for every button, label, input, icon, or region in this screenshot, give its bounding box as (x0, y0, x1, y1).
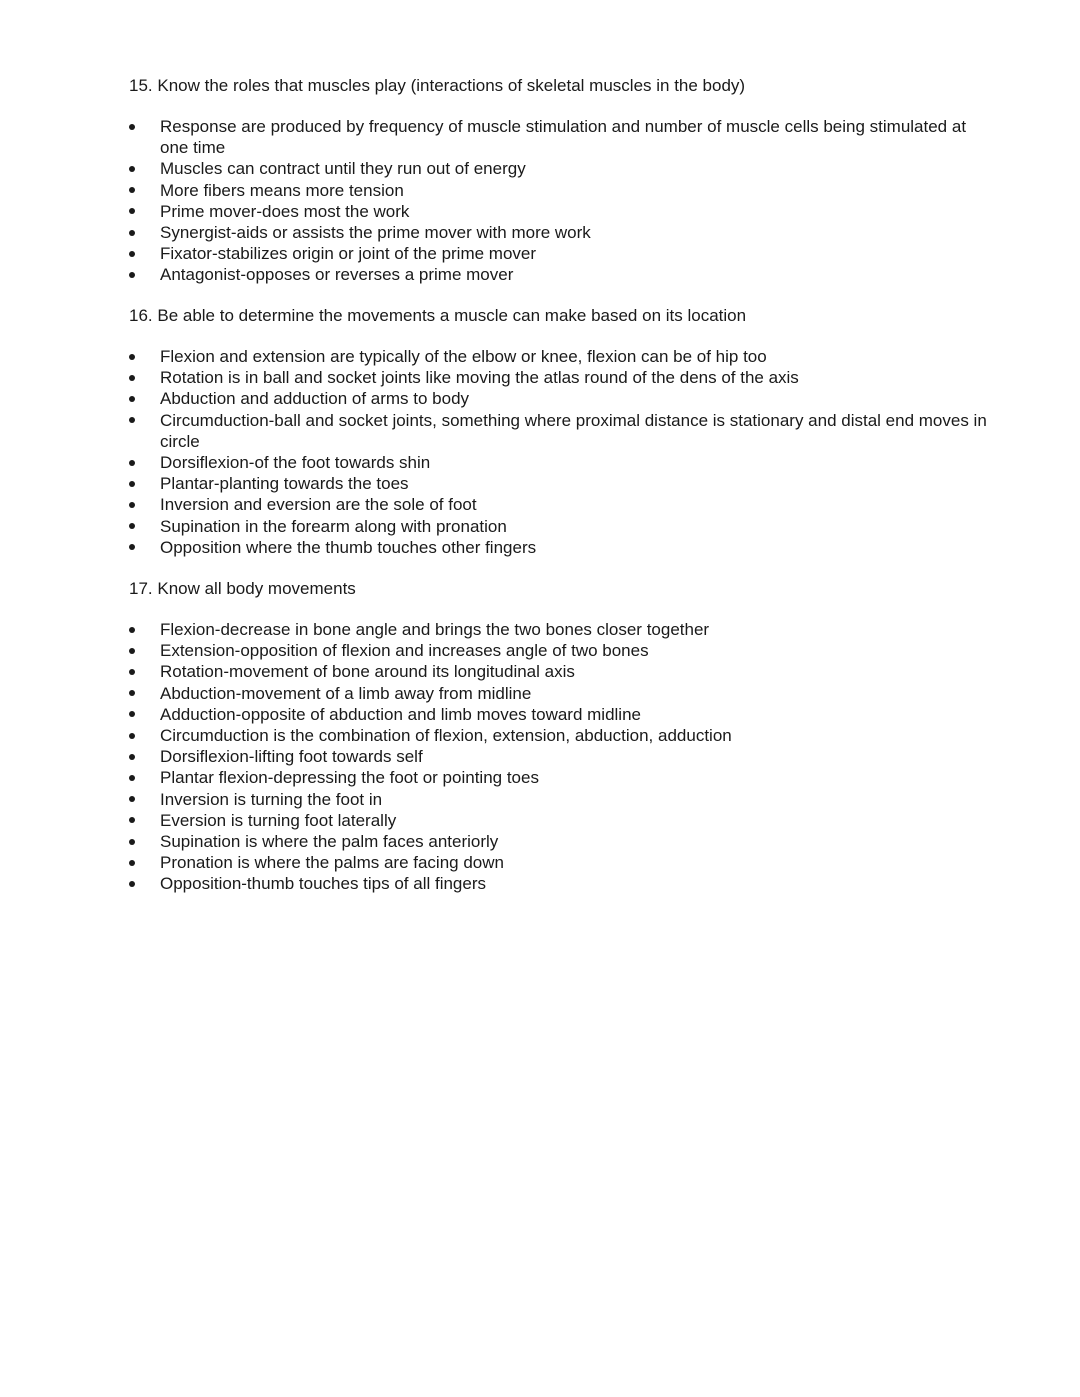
bullet-icon (129, 690, 135, 696)
list-item (129, 831, 999, 852)
bullet-icon (129, 523, 135, 529)
bullet-icon (129, 354, 135, 360)
bullet-icon (129, 881, 135, 887)
section-17 (129, 578, 999, 894)
list-item-text: Eversion is turning foot laterally (160, 810, 397, 830)
list-item-text: More fibers means more tension (160, 180, 404, 200)
list-item-text: Response are produced by frequency of muscle stimulation and number of muscle cells being stimulated at one time (160, 117, 967, 158)
bullet-icon (129, 796, 135, 802)
list-item (129, 683, 999, 704)
list-item-text: Plantar-planting towards the toes (160, 474, 409, 494)
list-item (129, 243, 999, 264)
list-item (129, 704, 999, 725)
section-16 (129, 305, 999, 557)
bullet-icon (129, 375, 135, 381)
bullet-icon (129, 544, 135, 550)
list-item (129, 640, 999, 661)
list-item (129, 725, 999, 746)
list-item (129, 222, 999, 243)
list-item-text: Opposition-thumb touches tips of all fingers (160, 874, 487, 894)
bullet-icon (129, 775, 135, 781)
list-item (129, 810, 999, 831)
list-item (129, 873, 999, 894)
list-item (129, 473, 999, 494)
list-item-text: Inversion and eversion are the sole of foot (160, 495, 477, 515)
list-item-text: Antagonist-opposes or reverses a prime mover (160, 265, 514, 285)
list-item-text: Rotation is in ball and socket joints like moving the atlas round of the dens of the axis (160, 368, 799, 388)
bullet-list (129, 619, 999, 895)
bullet-icon (129, 208, 135, 214)
bullet-icon (129, 230, 135, 236)
bullet-icon (129, 187, 135, 193)
list-item-text: Circumduction is the combination of flexion, extension, abduction, adduction (160, 726, 732, 746)
list-item-text: Supination in the forearm along with pronation (160, 516, 507, 536)
list-item (129, 116, 999, 158)
list-item-text: Abduction and adduction of arms to body (160, 389, 470, 409)
list-item (129, 180, 999, 201)
list-item-text: Muscles can contract until they run out of energy (160, 159, 526, 179)
list-item-text: Flexion and extension are typically of the elbow or knee, flexion can be of hip too (160, 347, 767, 366)
list-item-text: Flexion-decrease in bone angle and brings the two bones closer together (160, 620, 710, 639)
section-15 (129, 75, 999, 285)
list-item (129, 346, 999, 367)
list-item (129, 537, 999, 558)
section-heading: 17. Know all body movements (129, 579, 356, 598)
list-item-text: Prime mover-does most the work (160, 201, 410, 221)
list-item-text: Plantar flexion-depressing the foot or pointing toes (160, 768, 539, 788)
list-item-text: Dorsiflexion-of the foot towards shin (160, 453, 431, 473)
list-item (129, 158, 999, 179)
bullet-icon (129, 417, 135, 423)
bullet-icon (129, 839, 135, 845)
list-item (129, 388, 999, 409)
bullet-icon (129, 251, 135, 257)
list-item (129, 746, 999, 767)
list-item (129, 767, 999, 788)
bullet-icon (129, 166, 135, 172)
list-item (129, 201, 999, 222)
list-item-text: Synergist-aids or assists the prime mover with more work (160, 223, 591, 243)
list-item-text: Adduction-opposite of abduction and limb moves toward midline (160, 704, 641, 724)
list-item-text: Dorsiflexion-lifting foot towards self (160, 747, 423, 767)
list-item (129, 264, 999, 285)
bullet-icon (129, 754, 135, 760)
list-item (129, 852, 999, 873)
bullet-icon (129, 481, 135, 487)
bullet-list (129, 346, 999, 558)
list-item (129, 452, 999, 473)
list-item-text: Opposition where the thumb touches other fingers (160, 537, 537, 557)
list-item (129, 367, 999, 388)
list-item-text: Pronation is where the palms are facing down (160, 853, 504, 873)
list-item-text: Abduction-movement of a limb away from midline (160, 683, 532, 703)
bullet-icon (129, 817, 135, 823)
bullet-icon (129, 627, 135, 633)
bullet-icon (129, 272, 135, 278)
list-item (129, 410, 999, 452)
bullet-icon (129, 648, 135, 654)
section-heading: 16. Be able to determine the movements a muscle can make based on its location (129, 306, 747, 325)
list-item (129, 789, 999, 810)
list-item (129, 619, 999, 640)
list-item-text: Rotation-movement of bone around its longitudinal axis (160, 662, 575, 682)
bullet-icon (129, 733, 135, 739)
list-item-text: Fixator-stabilizes origin or joint of the prime mover (160, 244, 537, 264)
list-item-text: Supination is where the palm faces anteriorly (160, 832, 499, 852)
bullet-icon (129, 860, 135, 866)
list-item (129, 661, 999, 682)
bullet-icon (129, 502, 135, 508)
bullet-icon (129, 711, 135, 717)
bullet-icon (129, 396, 135, 402)
list-item (129, 516, 999, 537)
list-item (129, 494, 999, 515)
bullet-icon (129, 460, 135, 466)
list-item-text: Inversion is turning the foot in (160, 789, 383, 809)
bullet-icon (129, 669, 135, 675)
list-item-text: Circumduction-ball and socket joints, something where proximal distance is stationary and distal end moves in circle (160, 410, 987, 451)
bullet-icon (129, 124, 135, 130)
section-heading: 15. Know the roles that muscles play (interactions of skeletal muscles in the body) (129, 76, 746, 95)
bullet-list (129, 116, 999, 286)
list-item-text: Extension-opposition of flexion and increases angle of two bones (160, 641, 649, 661)
